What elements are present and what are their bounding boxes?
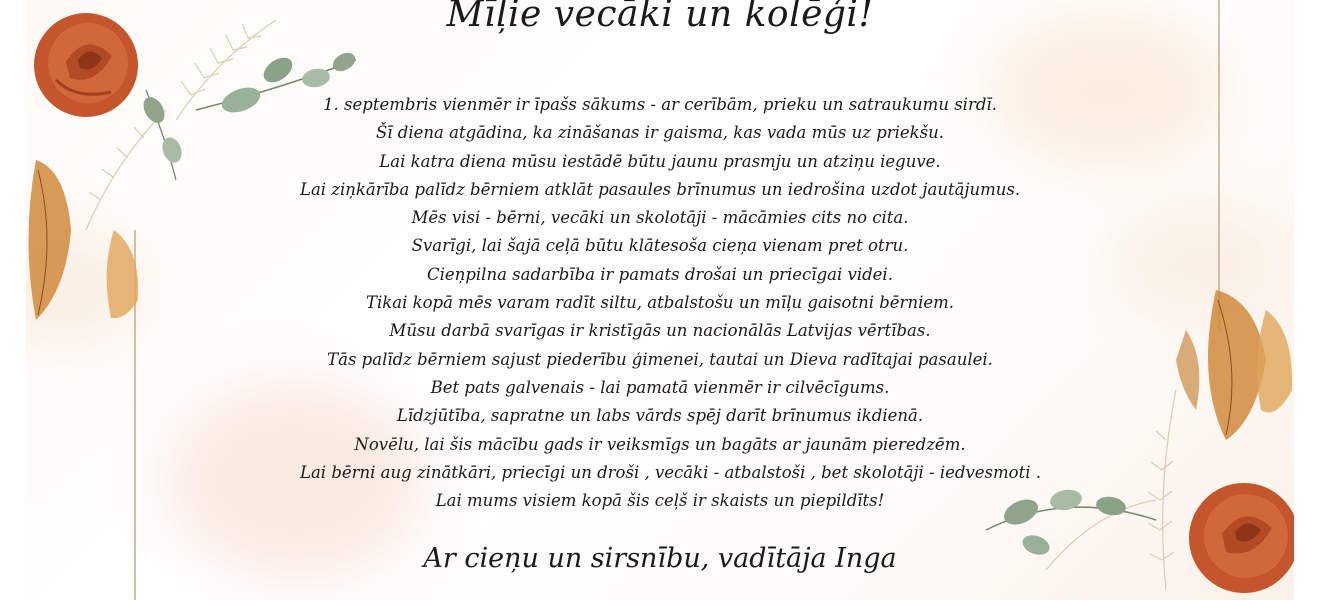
rose-icon (34, 13, 138, 117)
letter-signature: Ar cieņu un sirsnību, vadītāja Inga (423, 543, 897, 574)
letter-line: Bet pats galvenais - lai pamatā vienmēr ir cilvēcīgums. (430, 377, 890, 397)
letter-line: 1. septembris vienmēr ir īpašs sākums - ar cerībām, prieku un satraukumu sirdī. (323, 95, 997, 114)
letter-line: Cieņpilna sadarbība ir pamats drošai un priecīgai videi. (427, 264, 893, 284)
letter-line: Mēs visi - bērni, vecāki un skolotāji - mācāmies cits no cita. (411, 208, 909, 228)
letter-line: Tās palīdz bērniem sajust piederību ģimenei, tautai un Dieva radītajai pasaulei. (327, 349, 993, 369)
letter-line: Līdzjūtība, sapratne un labs vārds spēj darīt brīnumus ikdienā. (396, 406, 924, 426)
letter-body (300, 91, 1041, 515)
letter-line: Tikai kopā mēs varam radīt siltu, atbalstošu un mīļu gaisotni bērniem. (365, 293, 955, 313)
letter-line: Mūsu darbā svarīgas ir kristīgās un nacionālās Latvijas vērtības. (389, 321, 931, 341)
watercolor-wash (986, 10, 1226, 170)
letter-line: Lai katra diena mūsu iestādē būtu jaunu prasmju un atziņu ieguve. (379, 151, 941, 171)
dried-leaf-icon (1176, 290, 1292, 440)
letter-line: Lai bērni aug zinātkāri, priecīgi un droši , vecāki - atbalstoši , bet skolotāji - iedvesmoti . (300, 462, 1041, 482)
letter-line: Novēlu, lai šis mācību gads ir veiksmīgs un bagāts ar jaunām pieredzēm. (354, 434, 966, 454)
letter-title: Mīļie vecāki un kolēģi! (446, 0, 874, 35)
letter-line: Lai mums visiem kopā šis ceļš ir skaists un piepildīts! (435, 491, 885, 511)
letter-line: Lai ziņkārība palīdz bērniem atklāt pasaules brīnumus un iedrošina uzdot jautājumus. (300, 179, 1021, 199)
rose-icon (1189, 483, 1294, 593)
greeting-card (26, 0, 1294, 600)
letter-line: Svarīgi, lai šajā ceļā būtu klātesoša cieņa vienam pret otru. (411, 236, 909, 256)
letter-line: Šī diena atgādina, ka zināšanas ir gaisma, kas vada mūs uz priekšu. (375, 123, 945, 143)
